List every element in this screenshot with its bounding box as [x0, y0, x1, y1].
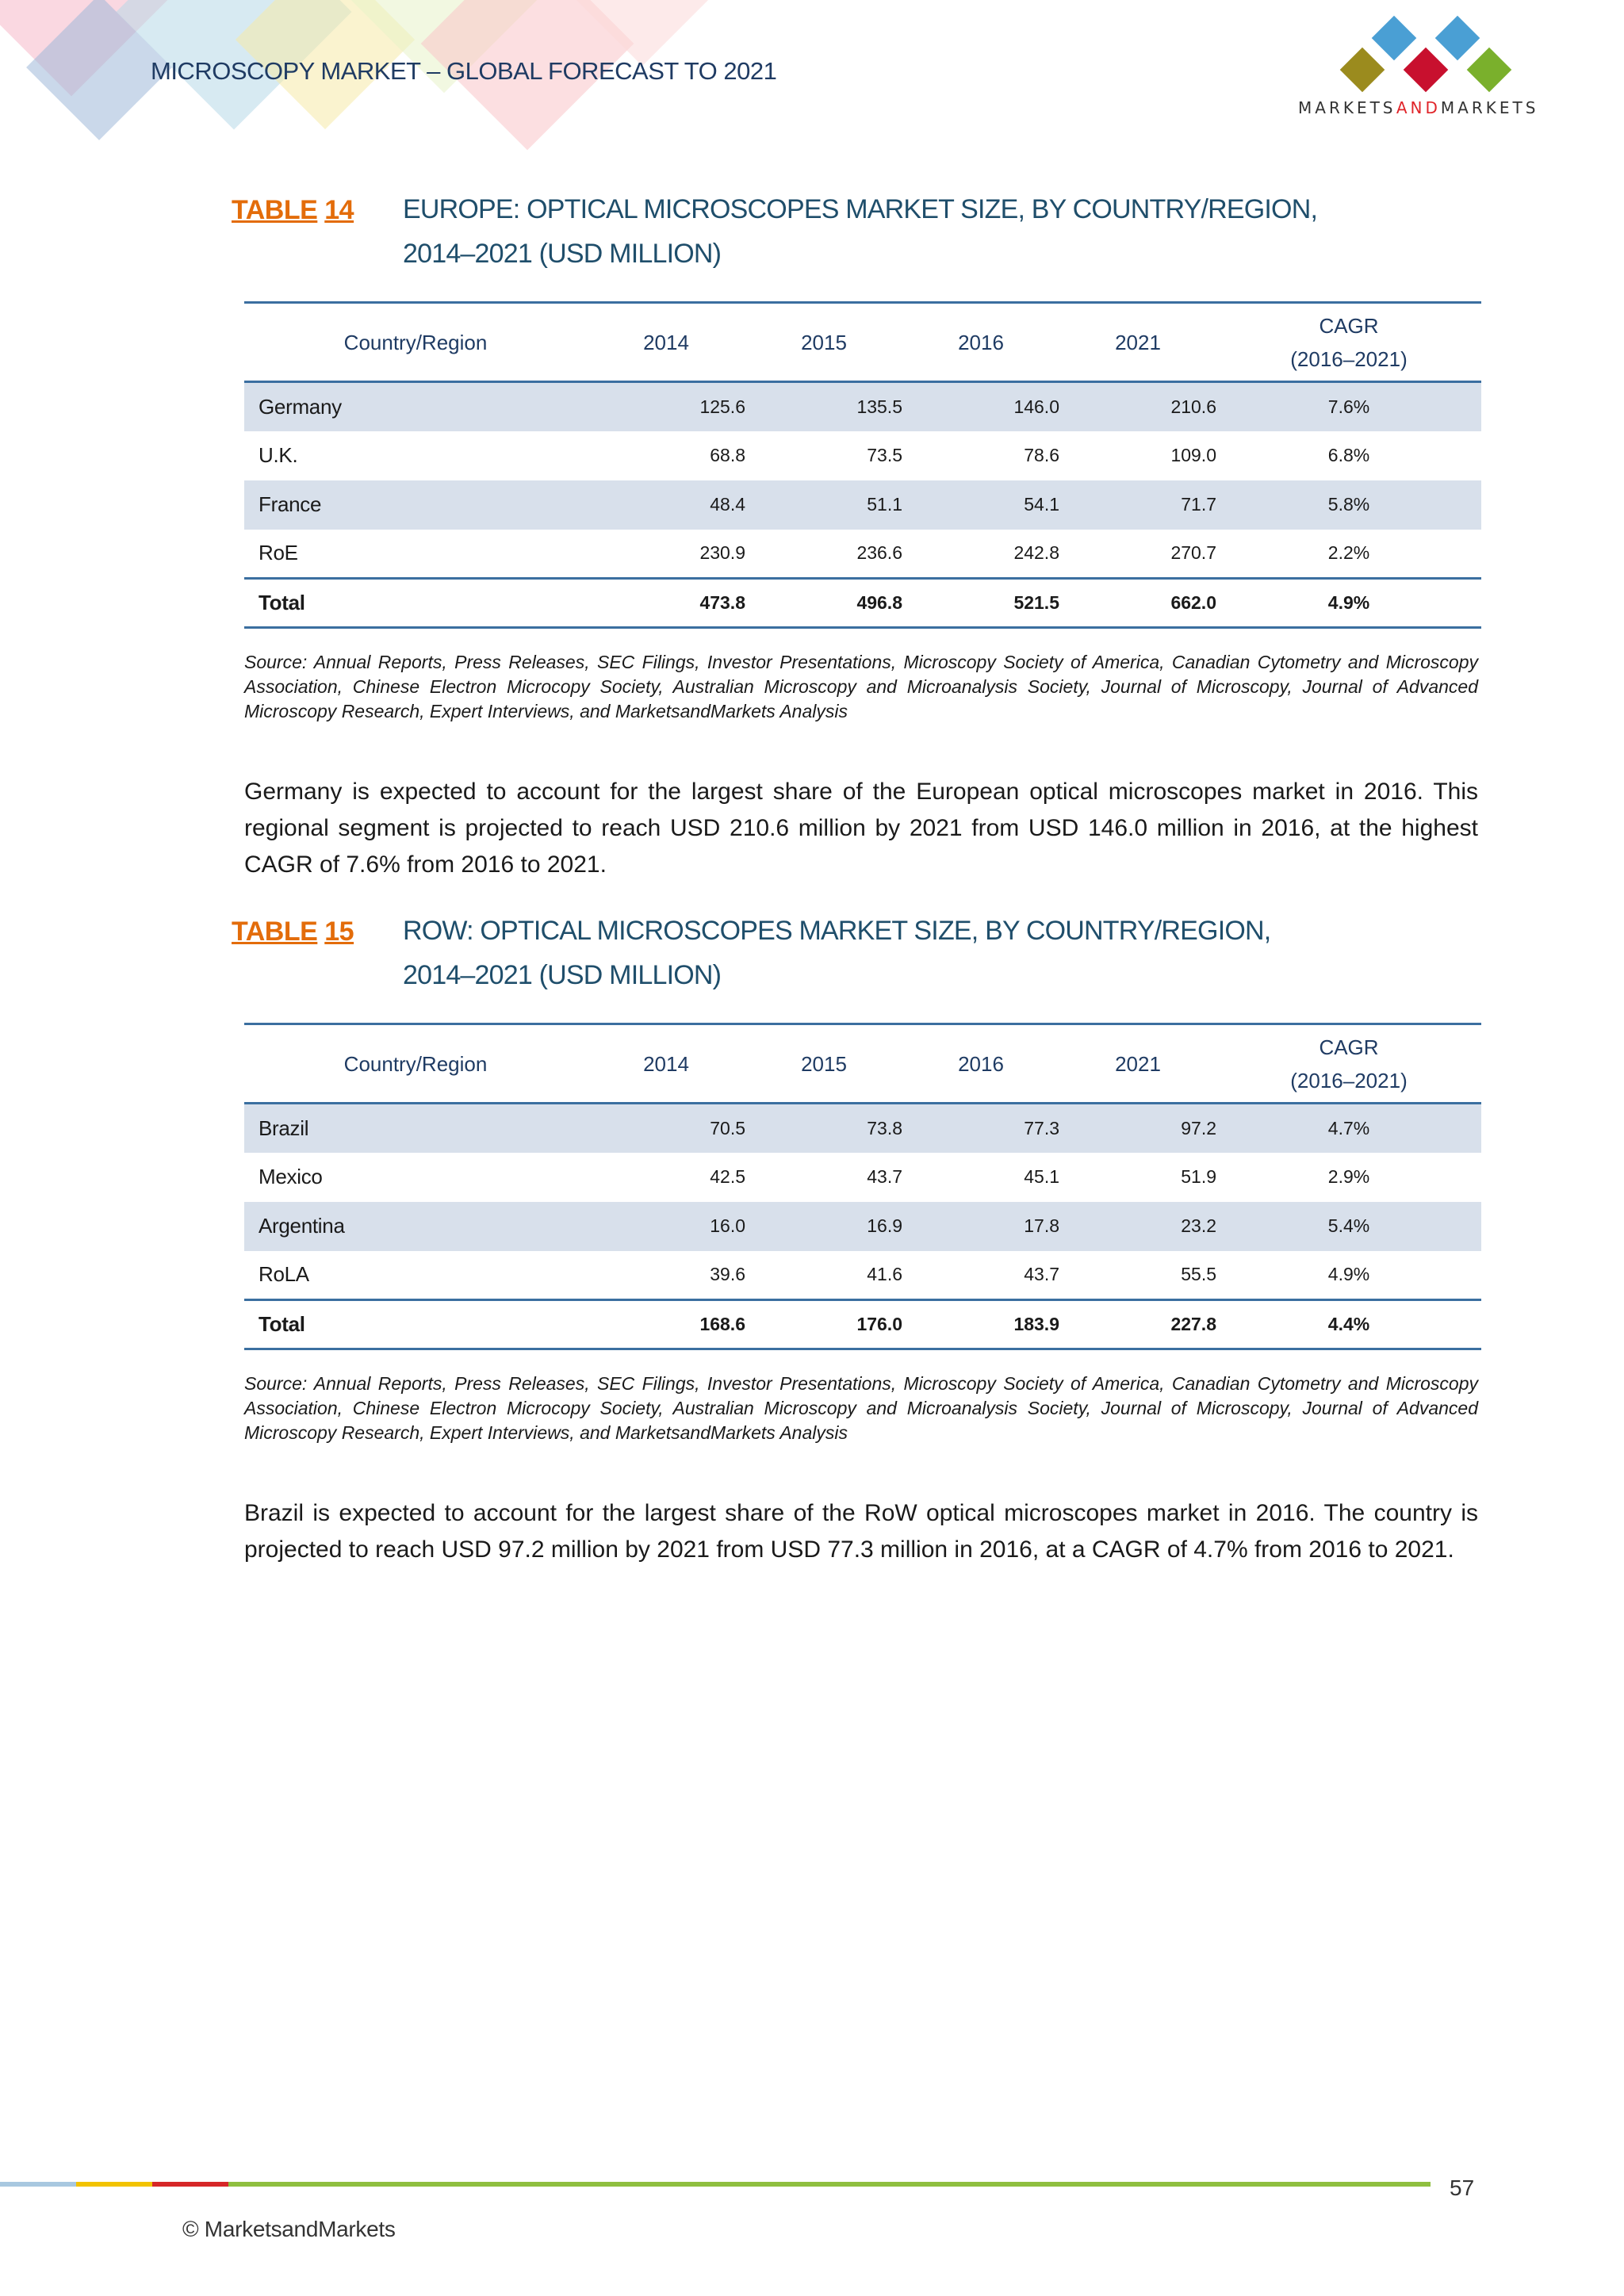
value-cell: 39.6: [710, 1264, 745, 1285]
country-cell: Germany: [244, 382, 587, 431]
value-cell: 97.2: [1059, 1104, 1216, 1153]
value-cell: 230.9: [699, 542, 745, 564]
country-cell: France: [244, 480, 587, 530]
value-cell: 16.0: [587, 1202, 745, 1251]
value-cell: 42.5: [710, 1166, 745, 1187]
table-row: [244, 1202, 1481, 1251]
value-cell: 54.1: [902, 480, 1059, 530]
value-cell: 210.6: [1059, 382, 1216, 431]
cagr-cell: 2.9%: [1327, 1166, 1370, 1187]
value-cell: 16.9: [745, 1202, 902, 1251]
value-cell: 242.8: [1013, 542, 1059, 564]
column-header: 2014: [587, 303, 745, 382]
country-cell: Total: [244, 1300, 587, 1349]
value-cell: 51.9: [1181, 1166, 1216, 1187]
table-row: [244, 431, 1481, 480]
value-cell: 125.6: [587, 382, 745, 431]
table-row: [244, 382, 1481, 431]
country-cell: RoE: [259, 541, 298, 565]
table-14-label: TABLE 14: [232, 195, 354, 225]
value-cell: 473.8: [587, 579, 745, 628]
value-cell: 135.5: [745, 382, 902, 431]
value-cell: 41.6: [867, 1264, 902, 1285]
logo-diamond-blue-right: [1435, 16, 1480, 61]
value-cell: 23.2: [1059, 1202, 1216, 1251]
value-cell: 496.8: [745, 579, 902, 628]
country-cell: Brazil: [244, 1104, 587, 1153]
value-cell: 43.7: [1024, 1264, 1059, 1285]
table-14-source: Source: Annual Reports, Press Releases, SEC Filings, Investor Presentations, Microscopy Society of America, Canadian Cytometry and Microscopy Association, Chinese Electron Microcopy Society, Australian Microscopy and Microanalysis Society, Journal of Microscopy, Journal of Advanced Microscopy Research, Expert Interviews, and MarketsandMarkets Analysis: [244, 652, 1478, 721]
table-15-source: Source: Annual Reports, Press Releases, SEC Filings, Investor Presentations, Microscopy Society of America, Canadian Cytometry and Microscopy Association, Chinese Electron Microcopy Society, Australian Microscopy and Microanalysis Society, Journal of Microscopy, Journal of Advanced Microscopy Research, Expert Interviews, and MarketsandMarkets Analysis: [244, 1373, 1478, 1443]
column-header: 2016: [902, 1024, 1059, 1104]
value-cell: 78.6: [1024, 445, 1059, 465]
value-cell: 109.0: [1170, 445, 1216, 465]
table-row: [244, 1104, 1481, 1153]
value-cell: 43.7: [867, 1166, 902, 1187]
logo-diamond-green: [1467, 48, 1512, 93]
table-15-label: TABLE 15: [232, 916, 354, 947]
logo-diamond-olive: [1340, 48, 1385, 93]
cagr-cell: 5.8%: [1216, 480, 1481, 530]
logo-diamond-red: [1404, 48, 1449, 93]
country-cell: RoLA: [259, 1262, 309, 1287]
cagr-cell: 4.9%: [1327, 1264, 1370, 1285]
table-row: [244, 1153, 1481, 1202]
document-header-title: MICROSCOPY MARKET – GLOBAL FORECAST TO 2021: [151, 57, 777, 85]
value-cell: 73.8: [745, 1104, 902, 1153]
table-14-title: EUROPE: OPTICAL MICROSCOPES MARKET SIZE, BY COUNTRY/REGION, 2014–2021 (USD MILLION): [403, 194, 1318, 269]
table-total-row: [244, 1300, 1481, 1349]
country-cell: Mexico: [259, 1165, 323, 1188]
column-header: 2021: [1059, 1024, 1216, 1104]
value-cell: 17.8: [902, 1202, 1059, 1251]
table-row: [244, 530, 1481, 579]
value-cell: 236.6: [856, 542, 902, 564]
value-cell: 168.6: [587, 1300, 745, 1349]
cagr-cell: 6.8%: [1327, 445, 1370, 465]
value-cell: 48.4: [587, 480, 745, 530]
table-15: [244, 1023, 1481, 1350]
column-header: 2014: [587, 1024, 745, 1104]
column-header: 2015: [745, 303, 902, 382]
value-cell: 73.5: [867, 445, 902, 465]
value-cell: 45.1: [1024, 1166, 1059, 1187]
value-cell: 146.0: [902, 382, 1059, 431]
value-cell: 270.7: [1170, 542, 1216, 564]
value-cell: 176.0: [745, 1300, 902, 1349]
column-header: Country/Region: [244, 303, 587, 382]
page-number: 57: [1450, 2175, 1475, 2200]
country-cell: Total: [244, 579, 587, 628]
country-cell: Argentina: [244, 1202, 587, 1251]
column-header: 2021: [1059, 303, 1216, 382]
value-cell: 662.0: [1059, 579, 1216, 628]
column-header-cagr: CAGR (2016–2021): [1216, 303, 1481, 382]
logo-diamond-blue-left: [1372, 16, 1417, 61]
value-cell: 183.9: [902, 1300, 1059, 1349]
column-header-cagr: CAGR (2016–2021): [1216, 1024, 1481, 1104]
column-header: 2015: [745, 1024, 902, 1104]
table-14-paragraph: Germany is expected to account for the largest share of the European optical microscopes market in 2016. This regional segment is projected to reach USD 210.6 million by 2021 from USD 146.0 million in 2016, at the highest CAGR of 7.6% from 2016 to 2021.: [244, 779, 1478, 878]
copyright-notice: © MarketsandMarkets: [182, 2217, 396, 2241]
value-cell: 521.5: [902, 579, 1059, 628]
cagr-cell: 4.7%: [1216, 1104, 1481, 1153]
column-header: 2016: [902, 303, 1059, 382]
cagr-cell: 4.9%: [1216, 579, 1481, 628]
country-cell: U.K.: [259, 443, 298, 467]
table-row: [244, 480, 1481, 530]
value-cell: 68.8: [710, 445, 745, 465]
value-cell: 227.8: [1059, 1300, 1216, 1349]
value-cell: 55.5: [1181, 1264, 1216, 1285]
cagr-cell: 2.2%: [1327, 542, 1370, 564]
value-cell: 71.7: [1059, 480, 1216, 530]
column-header: Country/Region: [244, 1024, 587, 1104]
table-row: [244, 1251, 1481, 1300]
logo-wordmark: MARKETSANDMARKETS: [1298, 98, 1539, 117]
table-total-row: [244, 579, 1481, 628]
table-header-row: [244, 1024, 1481, 1104]
table-header-row: [244, 303, 1481, 382]
table-15-paragraph: Brazil is expected to account for the largest share of the RoW optical microscopes market in 2016. The country is projected to reach USD 97.2 million by 2021 from USD 77.3 million in 2016, at a CAGR of 4.7% from 2016 to 2021.: [244, 1500, 1478, 1563]
value-cell: 77.3: [902, 1104, 1059, 1153]
cagr-cell: 5.4%: [1216, 1202, 1481, 1251]
table-14: [244, 301, 1481, 629]
value-cell: 70.5: [587, 1104, 745, 1153]
cagr-cell: 7.6%: [1216, 382, 1481, 431]
table-15-title: ROW: OPTICAL MICROSCOPES MARKET SIZE, BY COUNTRY/REGION, 2014–2021 (USD MILLION): [403, 916, 1271, 990]
value-cell: 51.1: [745, 480, 902, 530]
cagr-cell: 4.4%: [1216, 1300, 1481, 1349]
